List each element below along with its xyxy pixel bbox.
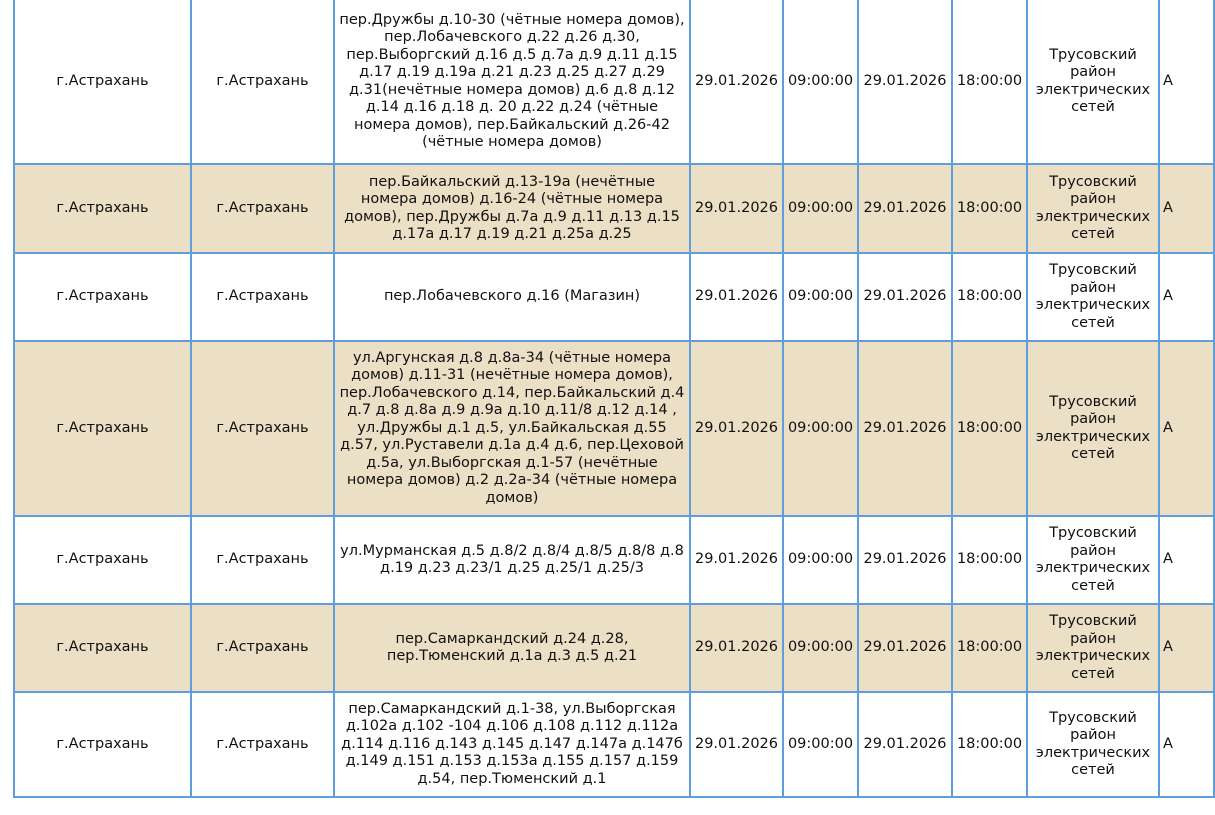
start-date-cell: 29.01.2026 (690, 164, 783, 253)
end-date-cell: 29.01.2026 (858, 253, 952, 341)
res-cell: Трусовский район электрических сетей (1027, 0, 1159, 164)
end-time-cell: 18:00:00 (952, 692, 1027, 797)
start-date-cell: 29.01.2026 (690, 516, 783, 604)
end-date-cell: 29.01.2026 (858, 0, 952, 164)
start-date-cell: 29.01.2026 (690, 604, 783, 692)
city-cell: г.Астрахань (14, 164, 191, 253)
start-time-cell: 09:00:00 (783, 253, 858, 341)
outage-table (13, 0, 1215, 798)
table-row (14, 341, 1214, 516)
locality-cell: г.Астрахань (191, 604, 334, 692)
end-date-cell: 29.01.2026 (858, 516, 952, 604)
end-date-cell: 29.01.2026 (858, 692, 952, 797)
address-cell: пер.Самаркандский д.1-38, ул.Выборгская д.102а д.102 -104 д.106 д.108 д.112 д.112а д.114 д.116 д.143 д.145 д.147 д.147а д.147б д.149 д.151 д.153 д.153а д.155 д.157 д.159 д.54, пер.Тюменский д.1 (334, 692, 690, 797)
table-row (14, 0, 1214, 164)
outage-table-container (13, 0, 1213, 798)
start-time-cell: 09:00:00 (783, 0, 858, 164)
start-date-cell: 29.01.2026 (690, 253, 783, 341)
table-row (14, 692, 1214, 797)
start-time-cell: 09:00:00 (783, 516, 858, 604)
address-cell: пер.Байкальский д.13-19а (нечётные номера домов) д.16-24 (чётные номера домов), пер.Дружбы д.7а д.9 д.11 д.13 д.15 д.17а д.17 д.19 д.21 д.25а д.25 (334, 164, 690, 253)
end-time-cell: 18:00:00 (952, 604, 1027, 692)
extra-cell: А (1159, 164, 1214, 253)
table-row (14, 604, 1214, 692)
city-cell: г.Астрахань (14, 253, 191, 341)
start-time-cell: 09:00:00 (783, 692, 858, 797)
start-time-cell: 09:00:00 (783, 604, 858, 692)
res-cell: Трусовский район электрических сетей (1027, 341, 1159, 516)
extra-cell: А (1159, 516, 1214, 604)
table-row (14, 516, 1214, 604)
extra-cell: А (1159, 253, 1214, 341)
end-date-cell: 29.01.2026 (858, 604, 952, 692)
res-cell: Трусовский район электрических сетей (1027, 253, 1159, 341)
start-date-cell: 29.01.2026 (690, 341, 783, 516)
address-cell: пер.Лобачевского д.16 (Магазин) (334, 253, 690, 341)
city-cell: г.Астрахань (14, 692, 191, 797)
locality-cell: г.Астрахань (191, 341, 334, 516)
address-cell: ул.Мурманская д.5 д.8/2 д.8/4 д.8/5 д.8/8 д.8 д.19 д.23 д.23/1 д.25 д.25/1 д.25/3 (334, 516, 690, 604)
locality-cell: г.Астрахань (191, 164, 334, 253)
table-row (14, 164, 1214, 253)
start-date-cell: 29.01.2026 (690, 0, 783, 164)
city-cell: г.Астрахань (14, 0, 191, 164)
extra-cell: А (1159, 0, 1214, 164)
address-cell: пер.Дружбы д.10-30 (чётные номера домов), пер.Лобачевского д.22 д.26 д.30, пер.Выборгский д.16 д.5 д.7а д.9 д.11 д.15 д.17 д.19 д.19а д.21 д.23 д.25 д.27 д.29 д.31(нечётные номера домов) д.6 д.8 д.12 д.14 д.16 д.18 д. 20 д.22 д.24 (чётные номера домов), пер.Байкальский д.26-42 (чётные номера домов) (334, 0, 690, 164)
city-cell: г.Астрахань (14, 516, 191, 604)
start-date-cell: 29.01.2026 (690, 692, 783, 797)
res-cell: Трусовский район электрических сетей (1027, 164, 1159, 253)
end-time-cell: 18:00:00 (952, 341, 1027, 516)
end-time-cell: 18:00:00 (952, 164, 1027, 253)
end-date-cell: 29.01.2026 (858, 164, 952, 253)
locality-cell: г.Астрахань (191, 0, 334, 164)
city-cell: г.Астрахань (14, 341, 191, 516)
end-time-cell: 18:00:00 (952, 253, 1027, 341)
table-row (14, 253, 1214, 341)
city-cell: г.Астрахань (14, 604, 191, 692)
start-time-cell: 09:00:00 (783, 341, 858, 516)
locality-cell: г.Астрахань (191, 516, 334, 604)
extra-cell: А (1159, 692, 1214, 797)
start-time-cell: 09:00:00 (783, 164, 858, 253)
res-cell: Трусовский район электрических сетей (1027, 692, 1159, 797)
extra-cell: А (1159, 604, 1214, 692)
end-time-cell: 18:00:00 (952, 0, 1027, 164)
locality-cell: г.Астрахань (191, 253, 334, 341)
locality-cell: г.Астрахань (191, 692, 334, 797)
extra-cell: А (1159, 341, 1214, 516)
end-date-cell: 29.01.2026 (858, 341, 952, 516)
outage-table-body (14, 0, 1214, 797)
res-cell: Трусовский район электрических сетей (1027, 516, 1159, 604)
res-cell: Трусовский район электрических сетей (1027, 604, 1159, 692)
address-cell: ул.Аргунская д.8 д.8а-34 (чётные номера домов) д.11-31 (нечётные номера домов), пер.Лобачевского д.14, пер.Байкальский д.4 д.7 д.8 д.8а д.9 д.9а д.10 д.11/8 д.12 д.14 , ул.Дружбы д.1 д.5, ул.Байкальская д.55 д.57, ул.Руставели д.1а д.4 д.6, пер.Цеховой д.5а, ул.Выборгская д.1-57 (нечётные номера домов) д.2 д.2а-34 (чётные номера домов) (334, 341, 690, 516)
end-time-cell: 18:00:00 (952, 516, 1027, 604)
address-cell: пер.Самаркандский д.24 д.28, пер.Тюменский д.1а д.3 д.5 д.21 (334, 604, 690, 692)
